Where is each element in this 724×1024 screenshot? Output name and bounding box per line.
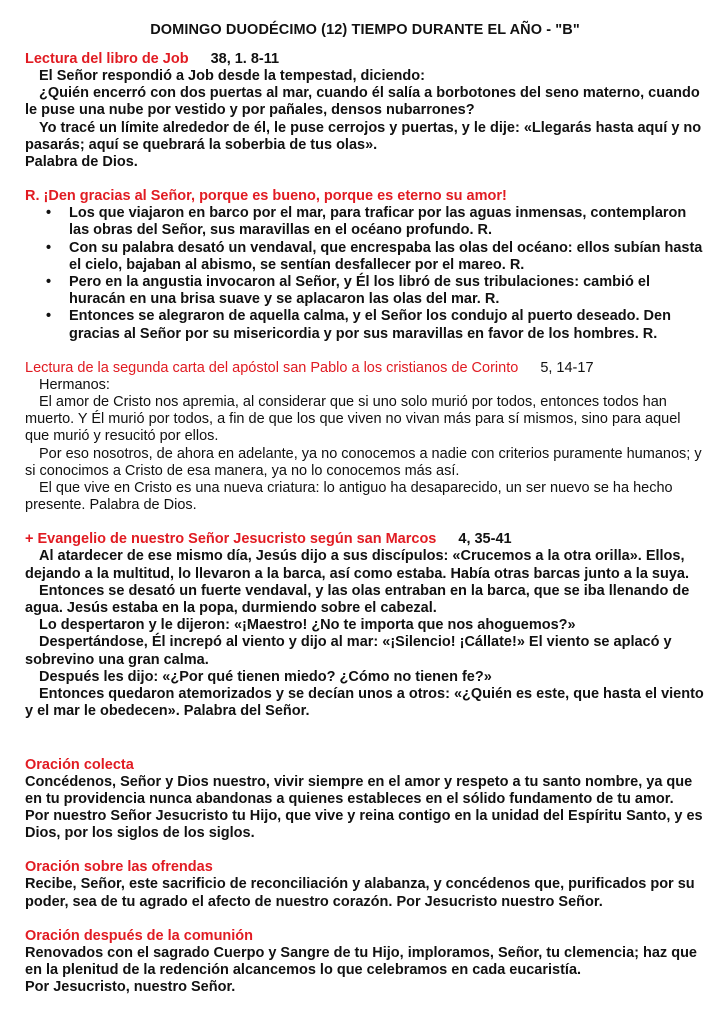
offerings-section (25, 859, 705, 910)
collect-paragraph: Concédenos, Señor y Dios nuestro, vivir siempre en el amor y respeto a tu santo nombre, ya que en tu providencia nunca abandonas a quienes estableces en el sólido fundamento de tu amor. (25, 773, 693, 807)
second-reading-paragraph: El que vive en Cristo es una nueva criatura: lo antiguo ha desaparecido, un ser nuevo se ha hecho presente. Palabra de Dios. (25, 480, 673, 514)
collect-heading: Oración colecta (25, 756, 134, 773)
offerings-paragraph: Recibe, Señor, este sacrificio de reconciliación y alabanza, y concédenos que, purificados por su poder, sea de tu agrado el afecto de nuestro corazón. Por Jesucristo nuestro Señor. (25, 876, 695, 910)
communion-paragraph: Renovados con el sagrado Cuerpo y Sangre de tu Hijo, imploramos, Señor, tu clemencia; haz que en la plenitud de la redención alcancemos lo que celebramos en cada eucaristía. (25, 944, 697, 978)
offerings-heading: Oración sobre las ofrendas (25, 859, 213, 876)
psalm-section (25, 188, 705, 343)
gospel-paragraph: Lo despertaron y le dijeron: «¡Maestro! ¿No te importa que nos ahoguemos?» (39, 617, 576, 634)
communion-heading: Oración después de la comunión (25, 927, 254, 944)
second-reading-section (25, 360, 705, 515)
first-reading-closing: Palabra de Dios. (25, 154, 138, 171)
psalm-verse-text: Los que viajaron en barco por el mar, para traficar por las aguas inmensas, contemplaron las obras del Señor, sus maravillas en el océano profundo. R. (69, 205, 687, 239)
first-reading-title: Lectura del libro de Job (25, 51, 189, 67)
bullet-icon: • (46, 274, 52, 291)
first-reading-section (25, 51, 705, 171)
first-reading-reference: 38, 1. 8-11 (210, 51, 280, 67)
psalm-verse-text: Pero en la angustia invocaron al Señor, y Él los libró de sus tribulaciones: cambió el huracán en una brisa suave y se aplacaron las olas del mar. R. (69, 274, 650, 308)
communion-section (25, 928, 705, 997)
second-reading-heading (25, 360, 705, 377)
collect-paragraph: Por nuestro Señor Jesucristo tu Hijo, que vive y reina contigo en la unidad del Espíritu Santo, y es Dios, por los siglos de los siglos. (25, 807, 703, 842)
first-reading-paragraph: El Señor respondió a Job desde la tempestad, diciendo: (39, 68, 425, 84)
psalm-response: R. ¡Den gracias al Señor, porque es bueno, porque es eterno su amor! (25, 188, 507, 205)
document-page (25, 22, 705, 996)
second-reading-paragraph: El amor de Cristo nos apremia, al considerar que si uno solo murió por todos, entonces todos han muerto. Y Él murió por todos, a fin de que los que viven no vivan más para sí mismos, sino para aquel que murió y resucitó por ellos. (25, 394, 681, 445)
first-reading-heading (25, 51, 705, 68)
gospel-heading (25, 531, 705, 548)
bullet-icon: • (46, 239, 52, 256)
psalm-verse-text: Entonces se alegraron de aquella calma, y el Señor los condujo al puerto deseado. Den gracias al Señor por su misericordia y por sus maravillas en favor de los hombres. R. (69, 308, 671, 342)
second-reading-title: Lectura de la segunda carta del apóstol san Pablo a los cristianos de Corinto (25, 359, 519, 376)
gospel-paragraph: Despertándose, Él increpó al viento y dijo al mar: «¡Silencio! ¡Cállate!» El viento se aplacó y sobrevino una gran calma. (25, 634, 672, 668)
gospel-paragraph: Entonces quedaron atemorizados y se decían unos a otros: «¿Quién es este, que hasta el viento y el mar le obedecen». Palabra del Señor. (25, 686, 704, 720)
psalm-verse-list (25, 205, 705, 343)
bullet-icon: • (46, 308, 52, 325)
psalm-verse-text: Con su palabra desató un vendaval, que encrespaba las olas del océano: ellos subían hasta el cielo, bajaban al abismo, se sentían desfallecer por el mareo. R. (69, 239, 703, 273)
page-title: DOMINGO DUODÉCIMO (12) TIEMPO DURANTE EL AÑO - "B" (150, 22, 580, 38)
second-reading-paragraph: Por eso nosotros, de ahora en adelante, ya no conocemos a nadie con criterios puramente humanos; y si conocimos a Cristo de esa manera, ya no lo conocemos más así. (25, 445, 702, 479)
gospel-title: + Evangelio de nuestro Señor Jesucristo según san Marcos (25, 531, 437, 548)
gospel-section (25, 531, 705, 720)
second-reading-paragraph: Hermanos: (39, 376, 110, 393)
collect-section (25, 757, 705, 843)
first-reading-paragraph: ¿Quién encerró con dos puertas al mar, cuando él salía a borbotones del seno materno, cuando le puse una nube por vestido y por pañales, densos nubarrones? (25, 85, 700, 119)
first-reading-paragraph: Yo tracé un límite alrededor de él, le puse cerrojos y puertas, y le dije: «Llegarás hasta aquí y no pasarás; aquí se quebrará la soberbia de tus olas». (25, 119, 702, 153)
gospel-paragraph: Entonces se desató un fuerte vendaval, y las olas entraban en la barca, que se iba llenando de agua. Jesús estaba en la popa, durmiendo sobre el cabezal. (25, 582, 690, 617)
psalm-verse (46, 308, 705, 342)
psalm-verse (46, 205, 705, 239)
communion-paragraph: Por Jesucristo, nuestro Señor. (25, 979, 236, 996)
psalm-verse (46, 274, 705, 308)
bullet-icon: • (46, 205, 52, 222)
gospel-paragraph: Al atardecer de ese mismo día, Jesús dijo a sus discípulos: «Crucemos a la otra orilla». Ellos, dejando a la multitud, lo llevaron a la barca, así como estaba. Había otras barcas junto a la suya. (25, 548, 689, 582)
psalm-verse (46, 239, 705, 274)
gospel-paragraph: Después les dijo: «¿Por qué tienen miedo? ¿Cómo no tienen fe?» (39, 668, 492, 685)
second-reading-reference: 5, 14-17 (540, 359, 594, 376)
gospel-reference: 4, 35-41 (458, 531, 512, 548)
